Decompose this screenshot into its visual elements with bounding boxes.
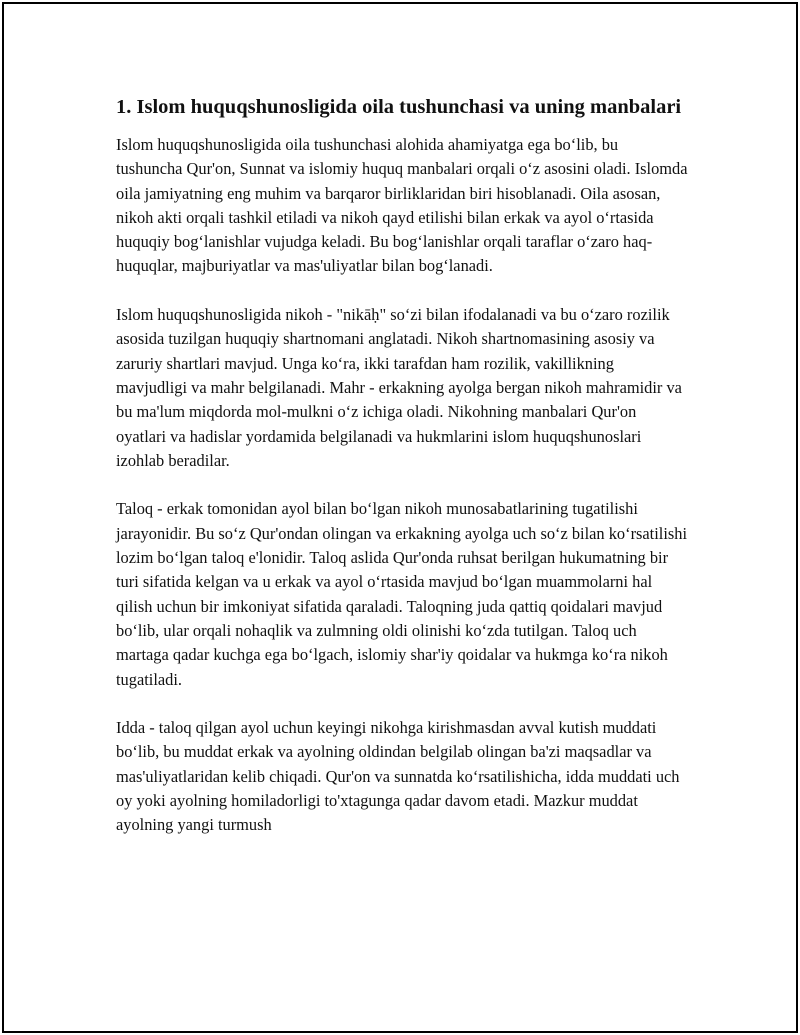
document-title: 1. Islom huquqshunosligida oila tushunchasi va uning manbalari <box>116 96 682 118</box>
paragraph-oila: Islom huquqshunosligida oila tushunchasi alohida ahamiyatga ega bo‘lib, bu tushuncha Qur'on, Sunnat va islomiy huquq manbalari orqali o‘z asosini oladi. Islomda oila jamiyatning eng muhim va barqaror birliklaridan biri hisoblanadi. Oila asosan, nikoh akti orqali tashkil etiladi va nikoh qayd etilishi bilan erkak va ayol o‘rtasida huquqiy bog‘lanishlar vujudga keladi. Bu bog‘lanishlar orqali taraflar o‘zaro haq-huquqlar, majburiyatlar va mas'uliyatlar bilan bog‘lanadi. <box>116 135 688 276</box>
paragraph-idda: Idda - taloq qilgan ayol uchun keyingi nikohga kirishmasdan avval kutish muddati bo‘lib, bu muddat erkak va ayolning oldindan belgilab olingan ba'zi maqsadlar va mas'uliyatlaridan kelib chiqadi. Qur'on va sunnatda ko‘rsatilishicha, idda muddati uch oy yoki ayolning homiladorligi to'xtagunga qadar davom etadi. Mazkur muddat ayolning yangi turmush <box>116 718 680 835</box>
document-body <box>116 94 688 862</box>
paragraph-nikoh: Islom huquqshunosligida nikoh - "nikāḥ" so‘zi bilan ifodalanadi va bu o‘zaro rozilik asosida tuzilgan huquqiy shartnomani anglatadi. Nikoh shartnomasining asosiy va zaruriy shartlari mavjud. Unga ko‘ra, ikki tarafdan ham rozilik, vakillikning mavjudligi va mahr belgilanadi. Mahr - erkakning ayolga bergan nikoh mahramidir va bu ma'lum miqdorda mol-mulkni o‘z ichiga oladi. Nikohning manbalari Qur'on oyatlari va hadislar yordamida belgilanadi va hukmlarini islom huquqshunoslari izohlab beradilar. <box>116 305 682 470</box>
paragraph-taloq: Taloq - erkak tomonidan ayol bilan bo‘lgan nikoh munosabatlarining tugatilishi jarayonidir. Bu so‘z Qur'ondan olingan va erkakning ayolga uch so‘z bilan ko‘rsatilishi lozim bo‘lgan taloq e'lonidir. Taloq aslida Qur'onda ruhsat berilgan hukumatning bir turi sifatida kelgan va u erkak va ayol o‘rtasida mavjud bo‘lgan muammolarni hal qilish uchun bir imkoniyat sifatida qaraladi. Taloqning juda qattiq qoidalari mavjud bo‘lib, ular orqali nohaqlik va zulmning oldi olinishi ko‘zda tutilgan. Taloq uch martaga qadar kuchga ega bo‘lgach, islomiy shar'iy qoidalar va hukmga ko‘ra nikoh tugatiladi. <box>116 499 688 689</box>
